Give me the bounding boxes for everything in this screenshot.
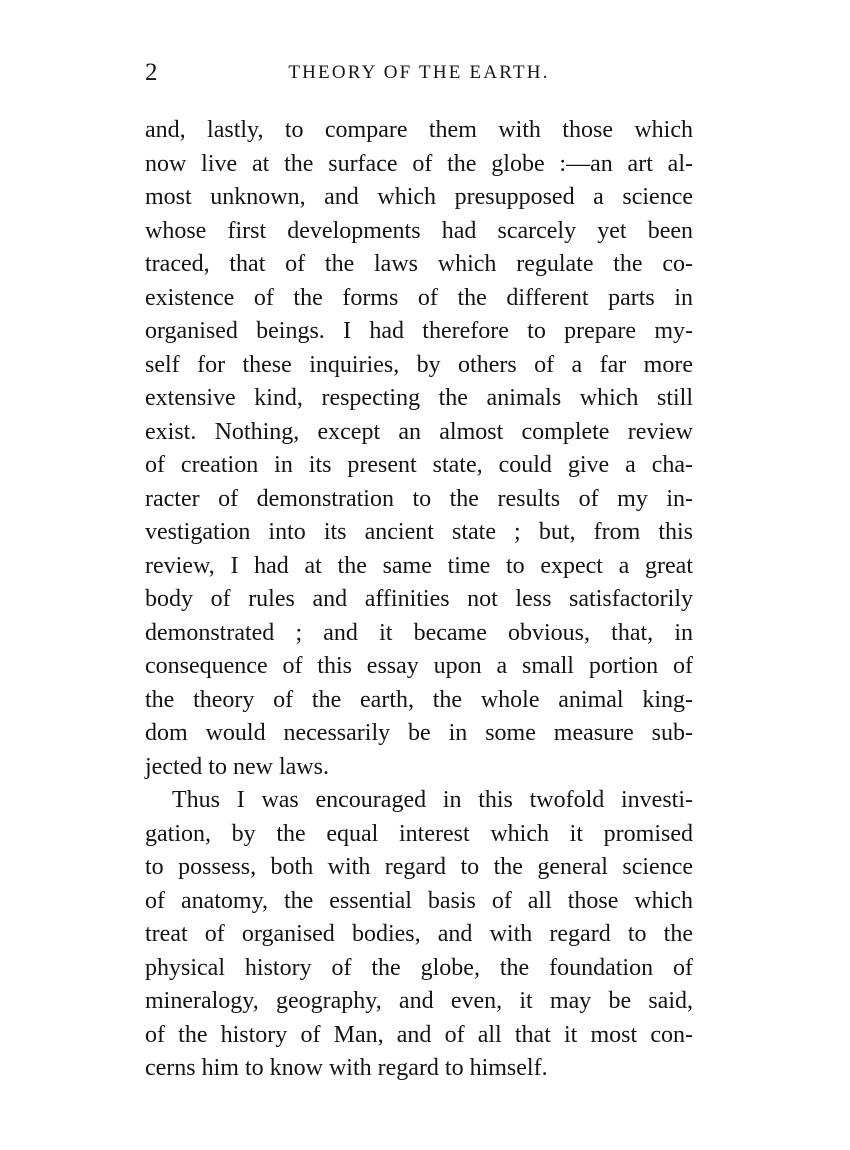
text-line: vestigation into its ancient state ; but, from this [145,519,693,545]
text-line: of anatomy, the essential basis of all those which [145,887,693,914]
text-line: jected to new laws. [145,753,329,780]
running-title: THEORY OF THE EARTH. [288,62,550,83]
text-line: review, I had at the same time to expect a great [145,552,693,579]
paragraph-2 [145,784,693,1086]
text-line: and, lastly, to compare them with those which [145,117,693,143]
text-line: now live at the surface of the globe :—an art al- [145,150,693,177]
text-line: body of rules and affinities not less satisfactorily [145,586,693,612]
text-line: of creation in its present state, could give a cha- [145,452,693,478]
text-line: self for these inquiries, by others of a far more [145,351,693,378]
paragraph-1 [145,114,693,784]
text-line: physical history of the globe, the foundation of [145,954,693,981]
body-text [145,114,693,1086]
text-line: Thus I was encouraged in this twofold investi- [172,787,693,813]
text-line: whose first developments had scarcely yet been [145,217,693,244]
text-line: gation, by the equal interest which it promised [145,820,693,847]
text-line: traced, that of the laws which regulate the co- [145,251,693,277]
text-line: extensive kind, respecting the animals which still [145,385,693,411]
text-line: racter of demonstration to the results of my in- [145,485,693,512]
text-line: consequence of this essay upon a small portion of [145,653,693,679]
text-line: to possess, both with regard to the general science [145,854,693,880]
text-line: organised beings. I had therefore to prepare my- [145,318,693,344]
text-line: of the history of Man, and of all that it most con- [145,1021,693,1048]
text-line: treat of organised bodies, and with regard to the [145,921,693,947]
page-number: 2 [145,59,158,86]
text-line: existence of the forms of the different parts in [145,284,693,311]
text-line: demonstrated ; and it became obvious, that, in [145,619,693,646]
text-line: most unknown, and which presupposed a science [145,184,693,210]
text-line: dom would necessarily be in some measure sub- [145,720,693,746]
text-line: cerns him to know with regard to himself. [145,1055,548,1081]
text-line: exist. Nothing, except an almost complete review [145,418,693,445]
running-head [145,56,693,90]
text-line: mineralogy, geography, and even, it may be said, [145,988,693,1014]
text-line: the theory of the earth, the whole animal king- [145,686,693,713]
